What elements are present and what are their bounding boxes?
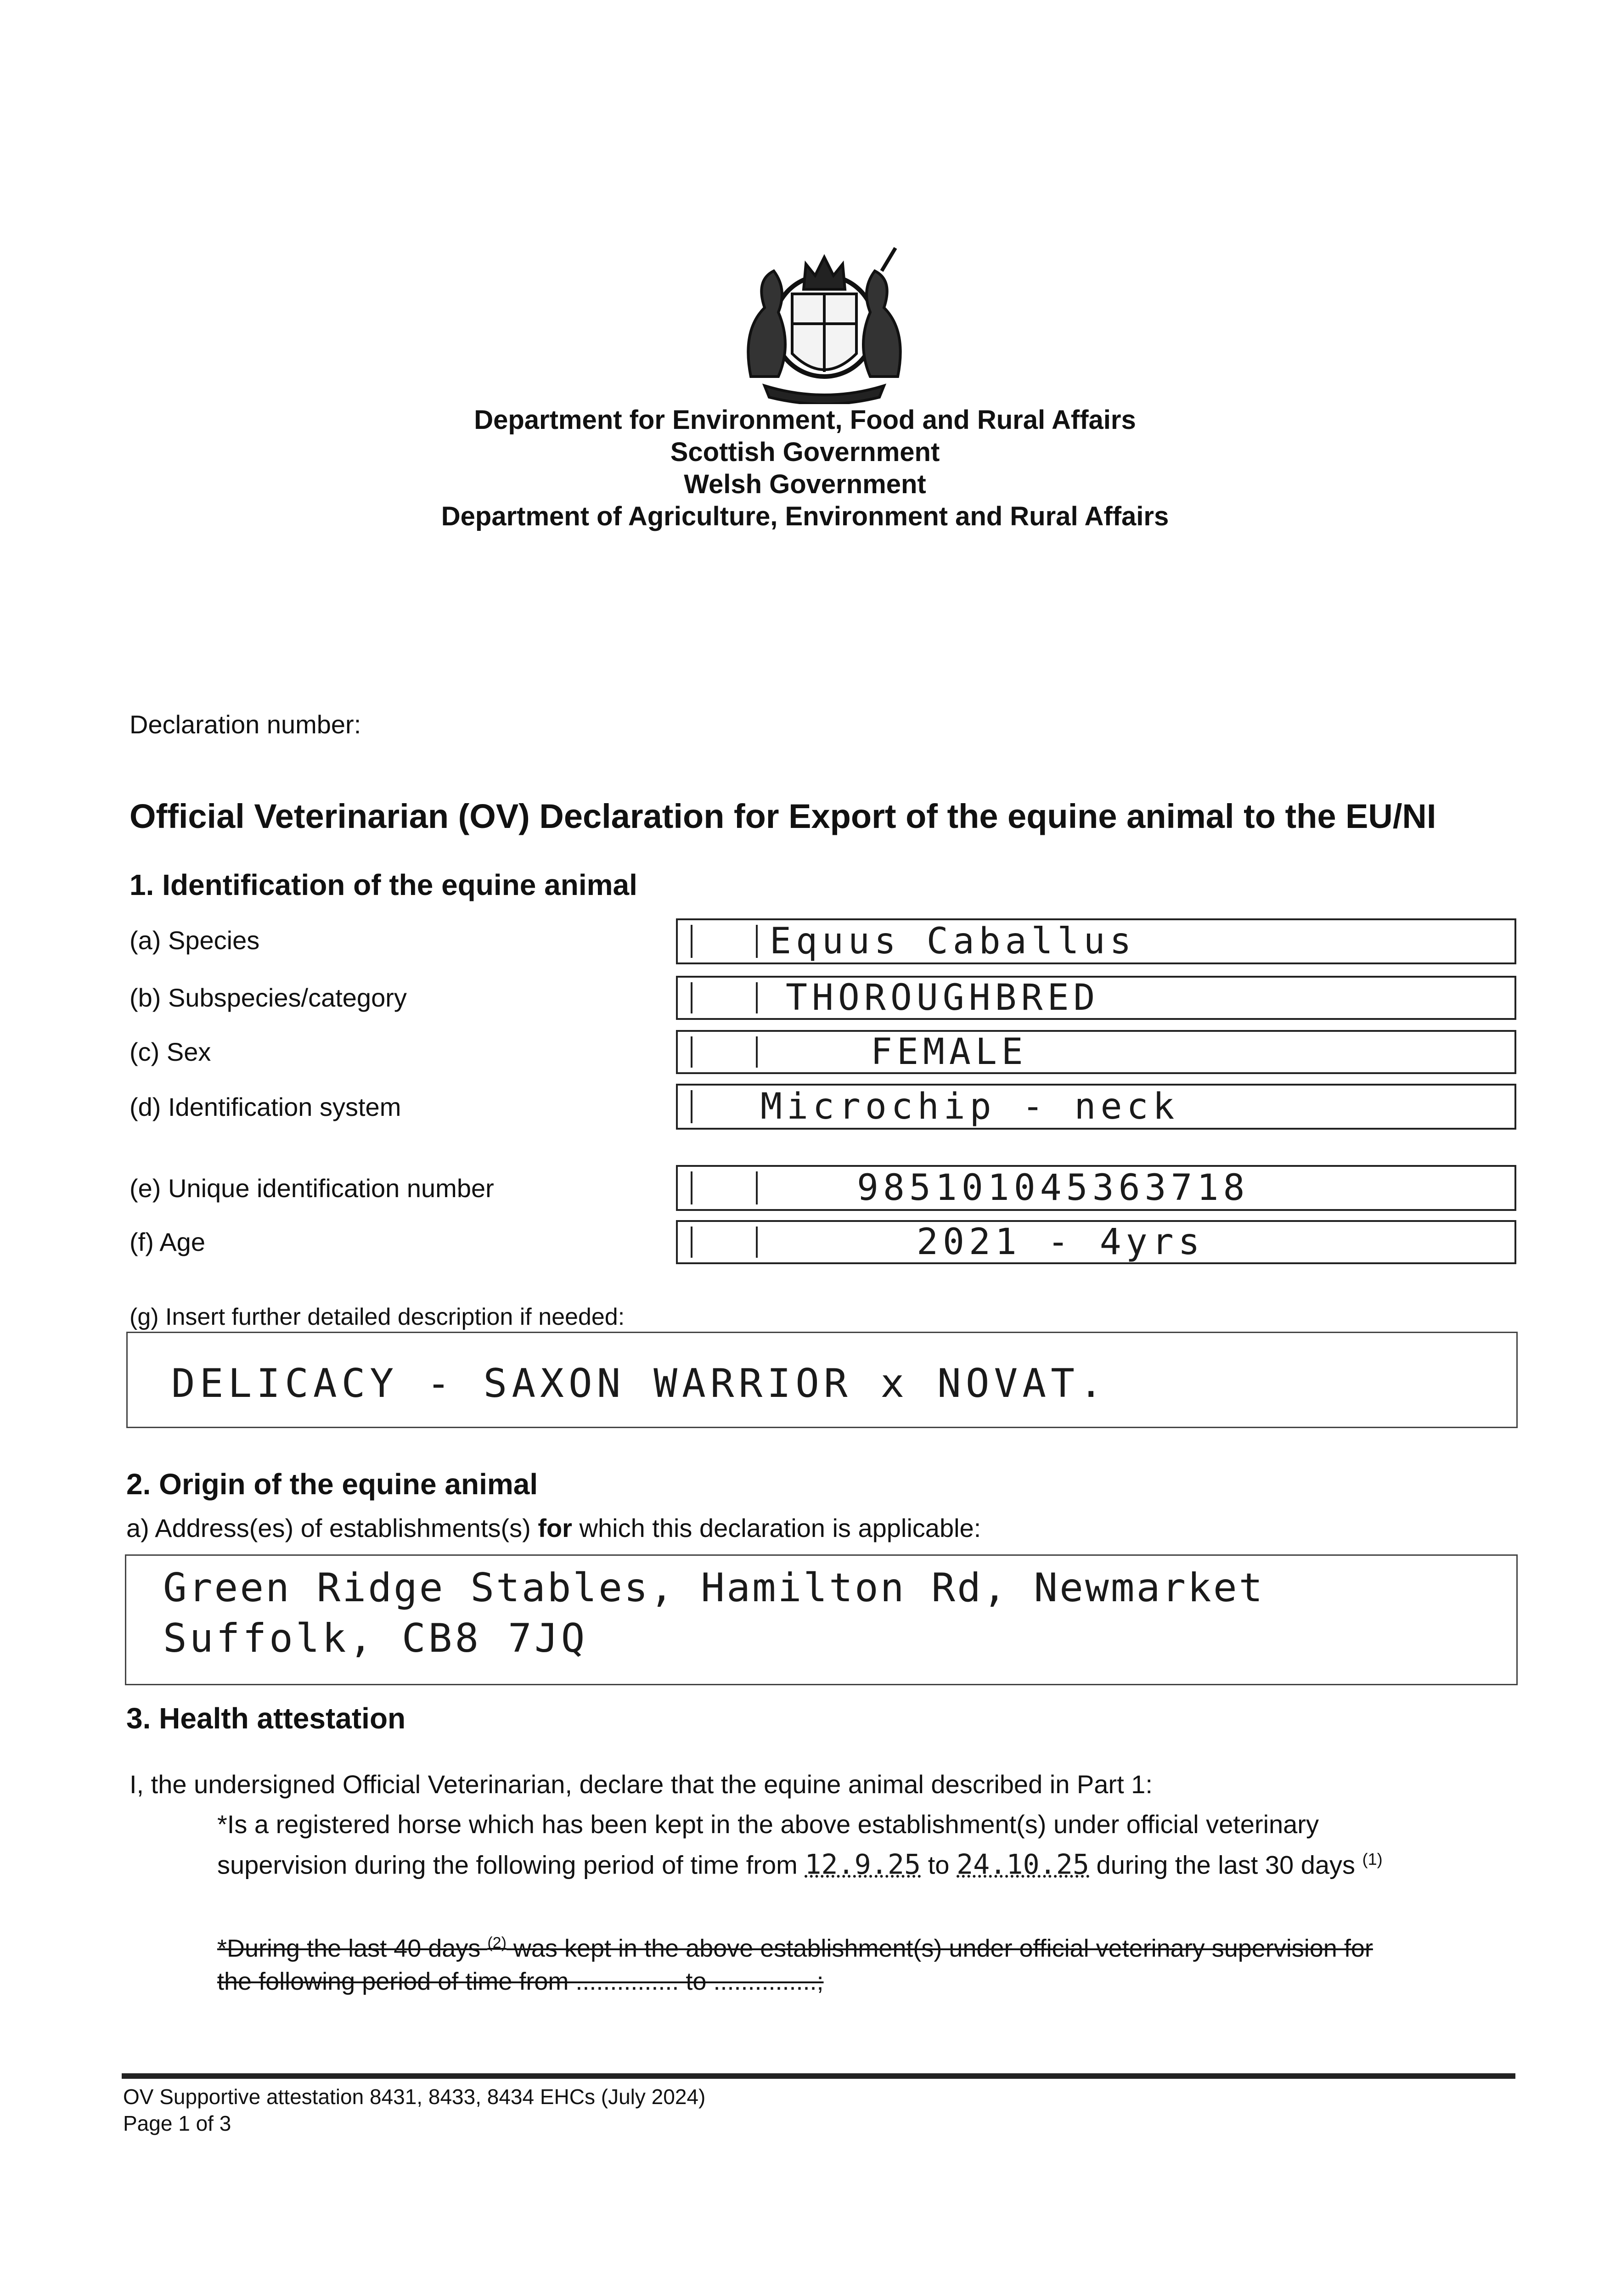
address-line-1: Green Ridge Stables, Hamilton Rd, Newmarket [163,1565,1265,1611]
section-3-heading: 3. Health attestation [126,1702,406,1735]
further-description-value: DELICACY - SAXON WARRIOR x NOVAT. [171,1361,1108,1407]
footer-divider [122,2073,1515,2079]
sex-value: FEMALE [871,1031,1028,1073]
document-title: Official Veterinarian (OV) Declaration for Export of the equine animal to the EU/NI [129,797,1436,835]
section-1-heading: 1. Identification of the equine animal [129,868,637,901]
unique-id-field[interactable] [676,1165,1516,1211]
department-scottish-government: Scottish Government [670,437,940,467]
sex-field[interactable] [676,1030,1516,1074]
supervision-to-date: 24.10.25 [957,1848,1089,1881]
page-number: Page 1 of 3 [123,2111,231,2135]
address-box[interactable] [125,1554,1518,1685]
subspecies-field[interactable] [676,976,1516,1020]
footer-attestation-ref: OV Supportive attestation 8431, 8433, 8434 EHCs (July 2024) [123,2085,706,2109]
species-field[interactable] [676,918,1516,964]
identification-system-field[interactable] [676,1084,1516,1130]
further-description-box[interactable] [126,1332,1518,1428]
subspecies-label: (b) Subspecies/category [129,983,407,1012]
footer [123,2083,705,2137]
species-label: (a) Species [129,926,260,955]
sex-label: (c) Sex [129,1037,211,1066]
department-daera: Department of Agriculture, Environment and Rural Affairs [441,501,1169,531]
age-field[interactable] [676,1220,1516,1264]
further-description-label: (g) Insert further detailed description if needed: [129,1304,625,1330]
species-value: Equus Caballus [770,921,1136,962]
address-line-2: Suffolk, CB8 7JQ [163,1615,588,1661]
royal-coat-of-arms-crest [723,239,925,404]
supervision-from-date: 12.9.25 [805,1848,921,1881]
unique-id-value: 985101045363718 [857,1167,1250,1209]
address-label: a) Address(es) of establishments(s) for which this declaration is applicable: [126,1514,981,1542]
age-value: 2021 - 4yrs [917,1221,1205,1263]
department-list [0,404,1610,533]
department-defra: Department for Environment, Food and Rural Affairs [474,405,1136,435]
unique-id-label: (e) Unique identification number [129,1174,494,1203]
attestation-paragraph-1: *Is a registered horse which has been kept in the above establishment(s) under official veterinary supervision during the following period of time from 12.9.25 to 24.10.25 during the last 30 days $^{(1)}$ [217,1810,1383,1881]
identification-system-value: Microchip - neck [760,1086,1179,1127]
identification-system-label: (d) Identification system [129,1092,401,1121]
section-2-heading: 2. Origin of the equine animal [126,1468,538,1501]
attestation-paragraph-2-struck: *During the last 40 days $^{(2)}$ was kept in the above establishment(s) under official veterinary supervision for the following period of time from ............... to ...............; [217,1934,1373,1995]
age-label: (f) Age [129,1227,205,1256]
health-attestation-intro: I, the undersigned Official Veterinarian, declare that the equine animal described in Part 1: [129,1770,1153,1799]
department-welsh-government: Welsh Government [684,469,926,499]
declaration-number-label: Declaration number: [129,710,361,739]
subspecies-value: THOROUGHBRED [786,977,1100,1019]
